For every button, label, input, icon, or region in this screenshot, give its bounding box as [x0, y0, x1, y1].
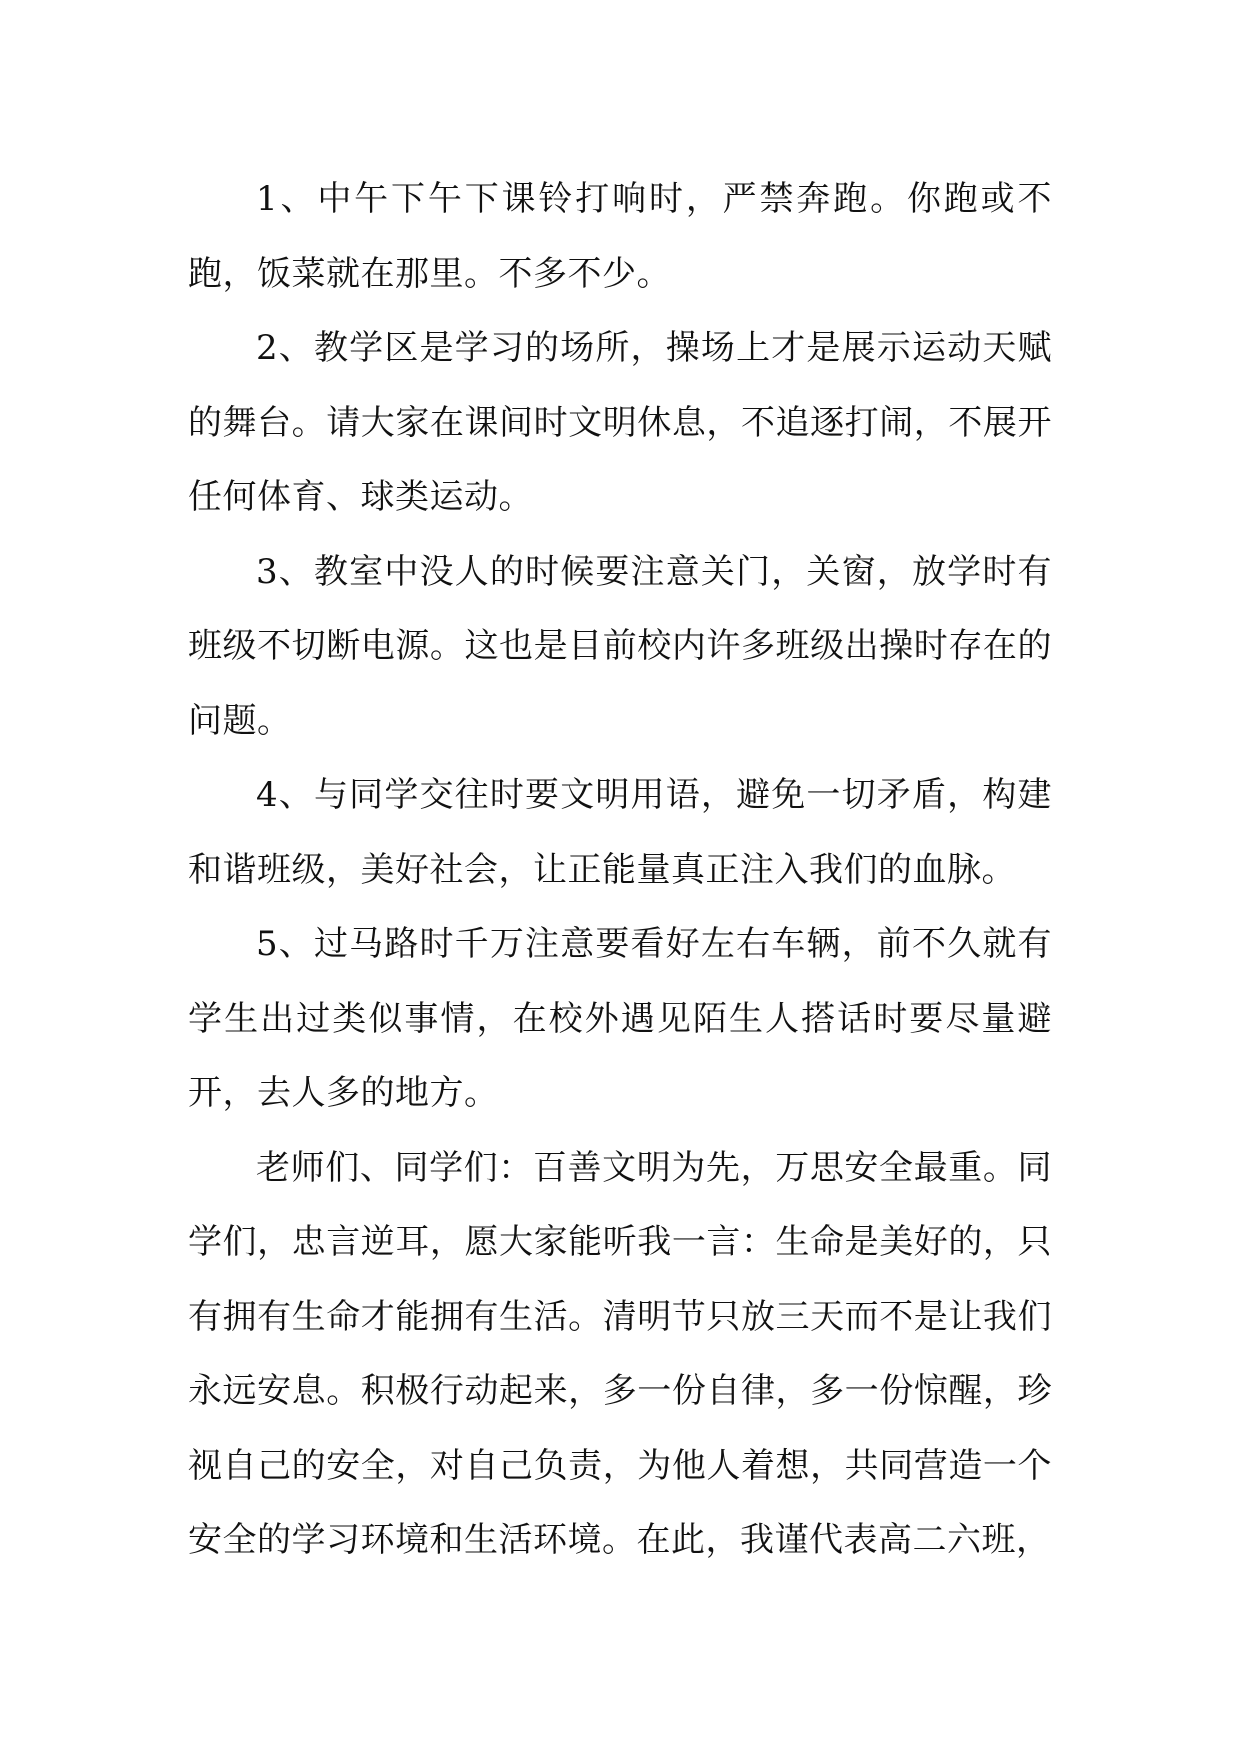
- paragraph-rule-5: 5、过马路时千万注意要看好左右车辆，前不久就有学生出过类似事情，在校外遇见陌生人搭话时要尽量避开，去人多的地方。: [188, 924, 1052, 1113]
- paragraph-rule-4: 4、与同学交往时要文明用语，避免一切矛盾，构建和谐班级，美好社会，让正能量真正注入我们的血脉。: [188, 775, 1052, 890]
- paragraph-rule-2: 2、教学区是学习的场所，操场上才是展示运动天赋的舞台。请大家在课间时文明休息，不追逐打闹，不展开任何体育、球类运动。: [188, 328, 1052, 517]
- paragraph-rule-1: 1、中午下午下课铃打响时，严禁奔跑。你跑或不跑，饭菜就在那里。不多不少。: [188, 179, 1052, 294]
- paragraph-rule-3: 3、教室中没人的时候要注意关门，关窗，放学时有班级不切断电源。这也是目前校内许多班级出操时存在的问题。: [188, 551, 1052, 741]
- document-body: [188, 162, 1052, 1578]
- paragraph-closing: 老师们、同学们：百善文明为先，万思安全最重。同学们，忠言逆耳，愿大家能听我一言：生命是美好的，只有拥有生命才能拥有生活。清明节只放三天而不是让我们永远安息。积极行动起来，多一份自律，多一份惊醒，珍视自己的安全，对自己负责，为他人着想，共同营造一个安全的学习环境和生活环境。在此，我谨代表高二六班，: [188, 1147, 1052, 1560]
